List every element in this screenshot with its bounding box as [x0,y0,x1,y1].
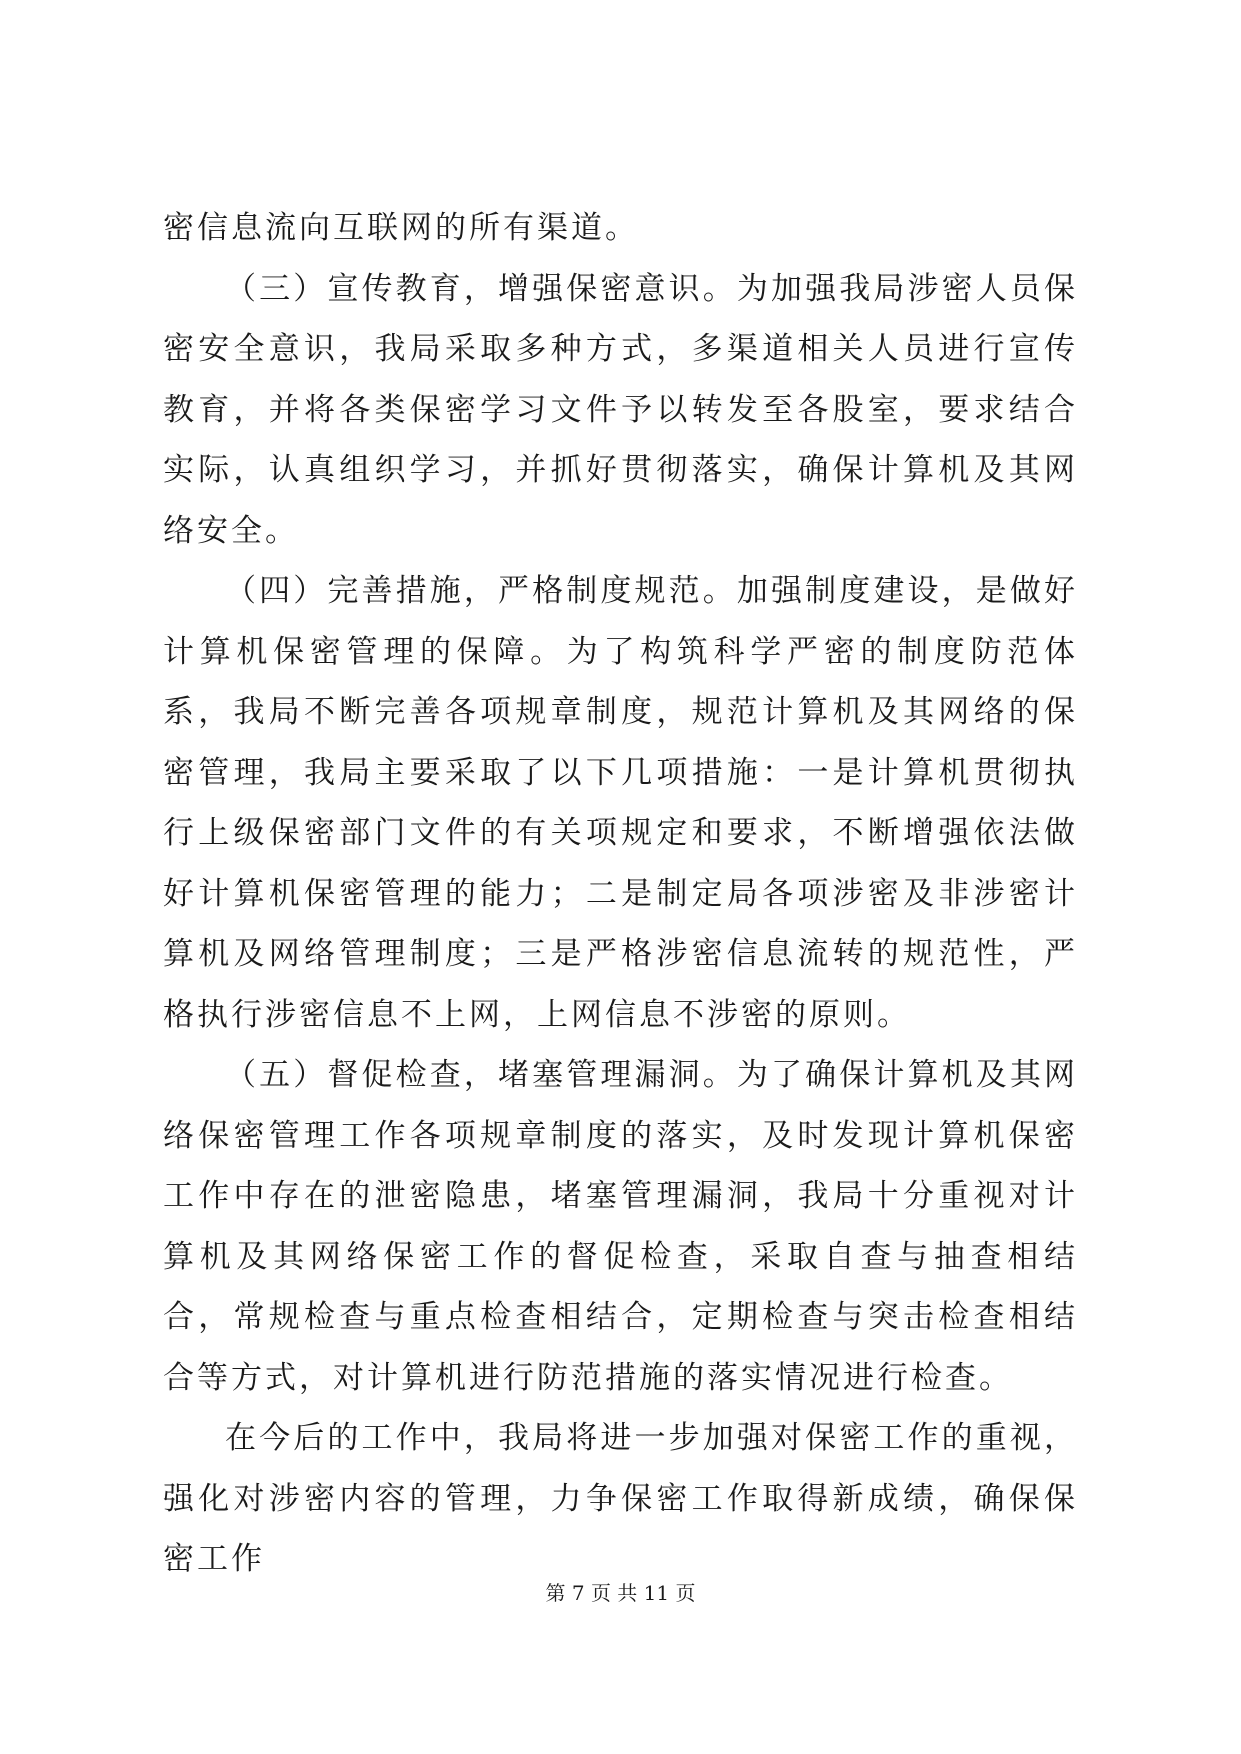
paragraph-section-5: （五）督促检查，堵塞管理漏洞。为了确保计算机及其网络保密管理工作各项规章制度的落实，及时发现计算机保密工作中存在的泄密隐患，堵塞管理漏洞，我局十分重视对计算机及其网络保密工作的督促检查，采取自查与抽查相结合，常规检查与重点检查相结合，定期检查与突击检查相结合等方式，对计算机进行防范措施的落实情况进行检查。 [163,1057,1078,1396]
paragraph-continuation: 密信息流向互联网的所有渠道。 [163,210,639,246]
paragraph-section-3: （三）宣传教育，增强保密意识。为加强我局涉密人员保密安全意识，我局采取多种方式，多渠道相关人员进行宣传教育，并将各类保密学习文件予以转发至各股室，要求结合实际，认真组织学习，并抓好贯彻落实，确保计算机及其网络安全。 [163,270,1078,549]
paragraph-conclusion: 在今后的工作中，我局将进一步加强对保密工作的重视，强化对涉密内容的管理，力争保密工作取得新成绩，确保保密工作 [163,1420,1078,1577]
paragraph-section-4: （四）完善措施，严格制度规范。加强制度建设，是做好计算机保密管理的保障。为了构筑科学严密的制度防范体系，我局不断完善各项规章制度，规范计算机及其网络的保密管理，我局主要采取了以下几项措施：一是计算机贯彻执行上级保密部门文件的有关项规定和要求，不断增强依法做好计算机保密管理的能力；二是制定局各项涉密及非涉密计算机及网络管理制度；三是严格涉密信息流转的规范性，严格执行涉密信息不上网，上网信息不涉密的原则。 [163,573,1078,1033]
document-body [163,198,1078,1590]
page-number-footer: 第 7 页 共 11 页 [545,1581,696,1605]
